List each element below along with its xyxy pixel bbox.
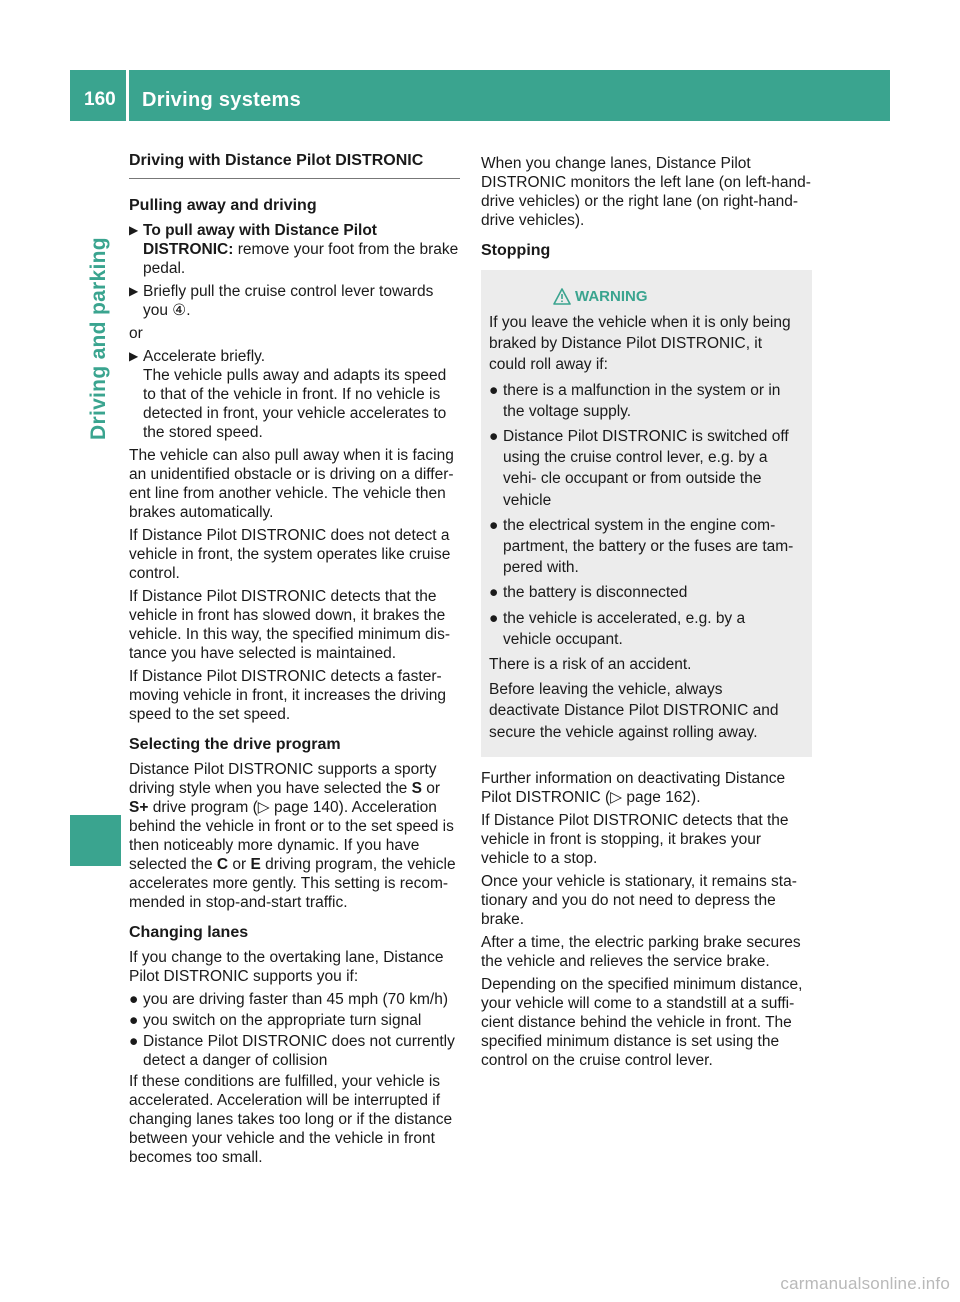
left-column: [129, 150, 460, 1171]
paragraph-drive-program: Distance Pilot DISTRONIC supports a sporty driving style when you have selected the S or S+ drive program (▷ page 140). Acceleration behind the vehicle in front or to the set speed is then noticeably more dynamic. If you have selected the C or E driving program, the vehicle accelerates more gently. This setting is recom- mended in stop-and-start traffic.: [129, 761, 456, 911]
bullet-icon: ●: [129, 1033, 139, 1050]
page-number: 160: [84, 89, 116, 110]
heading-changing-lanes: Changing lanes: [129, 924, 249, 941]
right-column: [481, 154, 812, 1074]
step-arrow-icon: ▶: [129, 223, 139, 237]
list-item: ● the electrical system in the engine com- partment, the battery or the fuses are tam- pered with.: [489, 516, 794, 577]
step-arrow-icon: ▶: [129, 284, 139, 298]
list-item: ● the battery is disconnected: [489, 582, 796, 603]
bullet-icon: ●: [489, 428, 499, 446]
instruction-step: ▶ To pull away with Distance Pilot DISTRONIC: remove your foot from the brake pedal.: [129, 222, 459, 277]
heading-drive-program: Selecting the drive program: [129, 736, 341, 753]
side-tab-label: Driving and parking: [87, 237, 110, 440]
paragraph: When you change lanes, Distance Pilot DISTRONIC monitors the left lane (on left-hand- drive vehicles) or the right lane (on right-hand- drive vehicles).: [481, 155, 811, 229]
instruction-step: ▶ Briefly pull the cruise control lever towards you ④.: [129, 283, 434, 319]
list-item: ● you are driving faster than 45 mph (70 km/h): [129, 991, 448, 1008]
list-item: ● there is a malfunction in the system or in the voltage supply.: [489, 381, 781, 420]
paragraph: If Distance Pilot DISTRONIC detects that the vehicle in front has slowed down, it brakes the vehicle. In this way, the specified minimum dis- tance you have selected is maintained.: [129, 588, 451, 662]
list-item: ● the vehicle is accelerated, e.g. by a vehicle occupant.: [489, 609, 746, 648]
paragraph: If you change to the overtaking lane, Distance Pilot DISTRONIC supports you if:: [129, 949, 444, 985]
bullet-icon: ●: [489, 516, 499, 534]
watermark: carmanualsonline.info: [780, 1274, 950, 1293]
paragraph: The vehicle can also pull away when it is facing an unidentified obstacle or is driving on a differ- ent line from another vehicle. The vehicle then brakes automatically.: [129, 447, 454, 521]
warning-intro: If you leave the vehicle when it is only being braked by Distance Pilot DISTRONIC, it could roll away if:: [489, 314, 791, 374]
paragraph: If Distance Pilot DISTRONIC detects a faster- moving vehicle in front, it increases the driving speed to the set speed.: [129, 668, 447, 723]
heading-stopping: Stopping: [481, 242, 551, 259]
bullet-icon: ●: [489, 381, 499, 399]
warning-advice: Before leaving the vehicle, always deactivate Distance Pilot DISTRONIC and secure the vehicle against rolling away.: [489, 681, 779, 741]
bullet-icon: ●: [129, 991, 139, 1008]
paragraph: Once your vehicle is stationary, it remains sta- tionary and you do not need to depress the brake.: [481, 872, 797, 928]
step-arrow-icon: ▶: [129, 349, 139, 363]
bullet-icon: ●: [129, 1012, 139, 1029]
paragraph: Depending on the specified minimum distance, your vehicle will come to a standstill at a suffi- cient distance behind the vehicle in front. The specified minimum distance is set using the control on the cruise control lever.: [481, 975, 803, 1069]
step-result: The vehicle pulls away and adapts its speed to that of the vehicle in front. If no vehicle is detected in front, your vehicle accelerates to the stored speed.: [143, 367, 447, 441]
page-heading: Driving with Distance Pilot DISTRONIC: [129, 150, 460, 179]
bullet-icon: ●: [489, 609, 499, 627]
paragraph: If Distance Pilot DISTRONIC does not detect a vehicle in front, the system operates like cruise control.: [129, 527, 451, 582]
paragraph: After a time, the electric parking brake secures the vehicle and relieves the service brake.: [481, 933, 801, 970]
instruction-step: ▶ Accelerate briefly. The vehicle pulls away and adapts its speed to that of the vehicle in front. If no vehicle is detected in front, your vehicle accelerates to the stored speed.: [129, 347, 460, 442]
or-separator: or: [129, 325, 143, 342]
side-tab-marker: [70, 815, 121, 866]
paragraph: Further information on deactivating Distance Pilot DISTRONIC (▷ page 162).: [481, 769, 786, 806]
warning-box: [481, 270, 812, 757]
warning-risk: There is a risk of an accident.: [489, 656, 692, 674]
list-item: ● you switch on the appropriate turn signal: [129, 1012, 422, 1029]
warning-triangle-icon: [553, 288, 571, 305]
bullet-icon: ●: [489, 584, 499, 602]
paragraph: If these conditions are fulfilled, your vehicle is accelerated. Acceleration will be interrupted if changing lanes takes too long or if the distance between your vehicle and the vehicle in front becomes too small.: [129, 1073, 453, 1166]
warning-title: WARNING: [489, 286, 796, 308]
paragraph: If Distance Pilot DISTRONIC detects that the vehicle in front is stopping, it brakes your vehicle to a stop.: [481, 811, 789, 867]
list-item: ● Distance Pilot DISTRONIC is switched off using the cruise control lever, e.g. by a vehi- cle occupant or from outside the vehicle: [489, 428, 789, 509]
heading-pulling-away: Pulling away and driving: [129, 197, 317, 214]
list-item: ● Distance Pilot DISTRONIC does not currently detect a danger of collision: [129, 1033, 455, 1069]
header-divider: [126, 70, 129, 121]
section-title: Driving systems: [142, 89, 302, 111]
